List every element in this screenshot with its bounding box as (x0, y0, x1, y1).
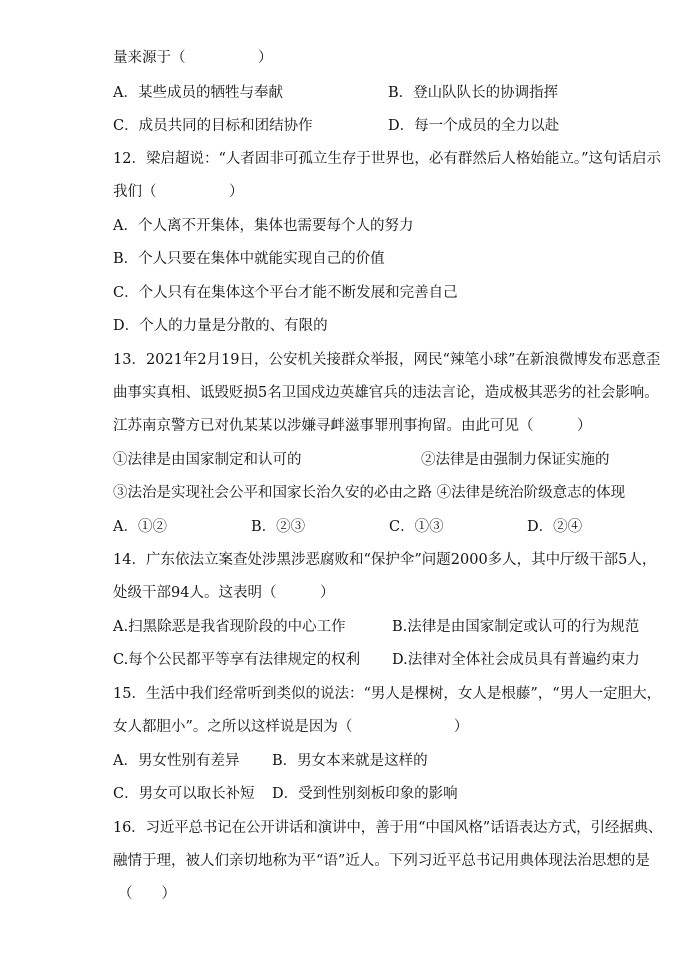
q13-stem-line2: 曲事实真相、诋毁贬损5名卫国戍边英雄官兵的违法言论，造成极其恶劣的社会影响。 (113, 385, 659, 401)
q16-stem-line2: 融情于理，被人们亲切地称为平“语”近人。下列习近平总书记用典体现法治思想的是 (113, 853, 650, 869)
q15-option-a: A．男女性别有差异 (113, 753, 240, 769)
q12-stem-line1: 12．梁启超说：“人者固非可孤立生存于世界也，必有群然后人格始能立。”这句话启示 (113, 151, 662, 167)
q12-option-c: C．个人只有在集体这个平台才能不断发展和完善自己 (113, 285, 458, 301)
q11-stem-cont: 量来源于（ ） (113, 50, 273, 66)
q15-option-d: D．受到性别刻板印象的影响 (272, 786, 458, 802)
q14-stem-line1: 14．广东依法立案查处涉黑涉恶腐败和“保护伞”问题2000多人，其中厅级干部5人， (113, 552, 657, 568)
q14-option-a: A.扫黑除恶是我省现阶段的中心工作 (113, 619, 346, 635)
q13-stem-line3: 江苏南京警方已对仇某某以涉嫌寻衅滋事罪刑事拘留。由此可见（ ） (113, 418, 592, 434)
q14-option-c: C.每个公民都平等享有法律规定的权利 (113, 652, 361, 668)
q11-option-b: B．登山队队长的协调指挥 (388, 85, 559, 101)
q15-stem-line1: 15．生活中我们经常听到类似的说法：“男人是棵树，女人是根藤”，“男人一定胆大， (113, 686, 662, 702)
q12-option-a: A．个人离不开集体，集体也需要每个人的努力 (113, 218, 414, 234)
q13-option-a: A．①② (113, 519, 167, 535)
q15-option-b: B．男女本来就是这样的 (272, 753, 428, 769)
q11-option-a: A．某些成员的牺牲与奉献 (113, 85, 283, 101)
q13-statement-2: ②法律是由强制力保证实施的 (421, 452, 610, 468)
q14-option-b: B.法律是由国家制定或认可的行为规范 (392, 619, 640, 635)
q11-option-d: D．每一个成员的全力以赴 (388, 118, 560, 134)
q12-stem-line2: 我们（ ） (113, 184, 244, 200)
q12-option-b: B．个人只要在集体中就能实现自己的价值 (113, 251, 385, 267)
q13-statement-1: ①法律是由国家制定和认可的 (113, 452, 302, 468)
q12-option-d: D．个人的力量是分散的、有限的 (113, 318, 328, 334)
q16-stem-line1: 16．习近平总书记在公开讲话和演讲中，善于用“中国风格”话语表达方式，引经据典、 (113, 820, 663, 836)
q14-stem-line2: 处级干部94人。这表明（ ） (113, 585, 335, 601)
q13-option-c: C．①③ (389, 519, 444, 535)
q15-option-c: C．男女可以取长补短 (113, 786, 255, 802)
q14-option-d: D.法律对全体社会成员具有普遍约束力 (392, 652, 640, 668)
q13-statement-3-4: ③法治是实现社会公平和国家长治久安的必由之路 ④法律是统治阶级意志的体现 (113, 485, 626, 501)
q16-answer-bracket: （ ） (118, 886, 176, 902)
q11-option-c: C．成员共同的目标和团结协作 (113, 118, 313, 134)
q13-option-d: D．②④ (527, 519, 583, 535)
q13-option-b: B．②③ (251, 519, 306, 535)
q15-stem-line2: 女人都胆小”。之所以这样说是因为（ ） (113, 719, 469, 735)
q13-stem-line1: 13．2021年2月19日，公安机关接群众举报，网民“辣笔小球”在新浪微博发布恶意歪 (113, 352, 661, 368)
